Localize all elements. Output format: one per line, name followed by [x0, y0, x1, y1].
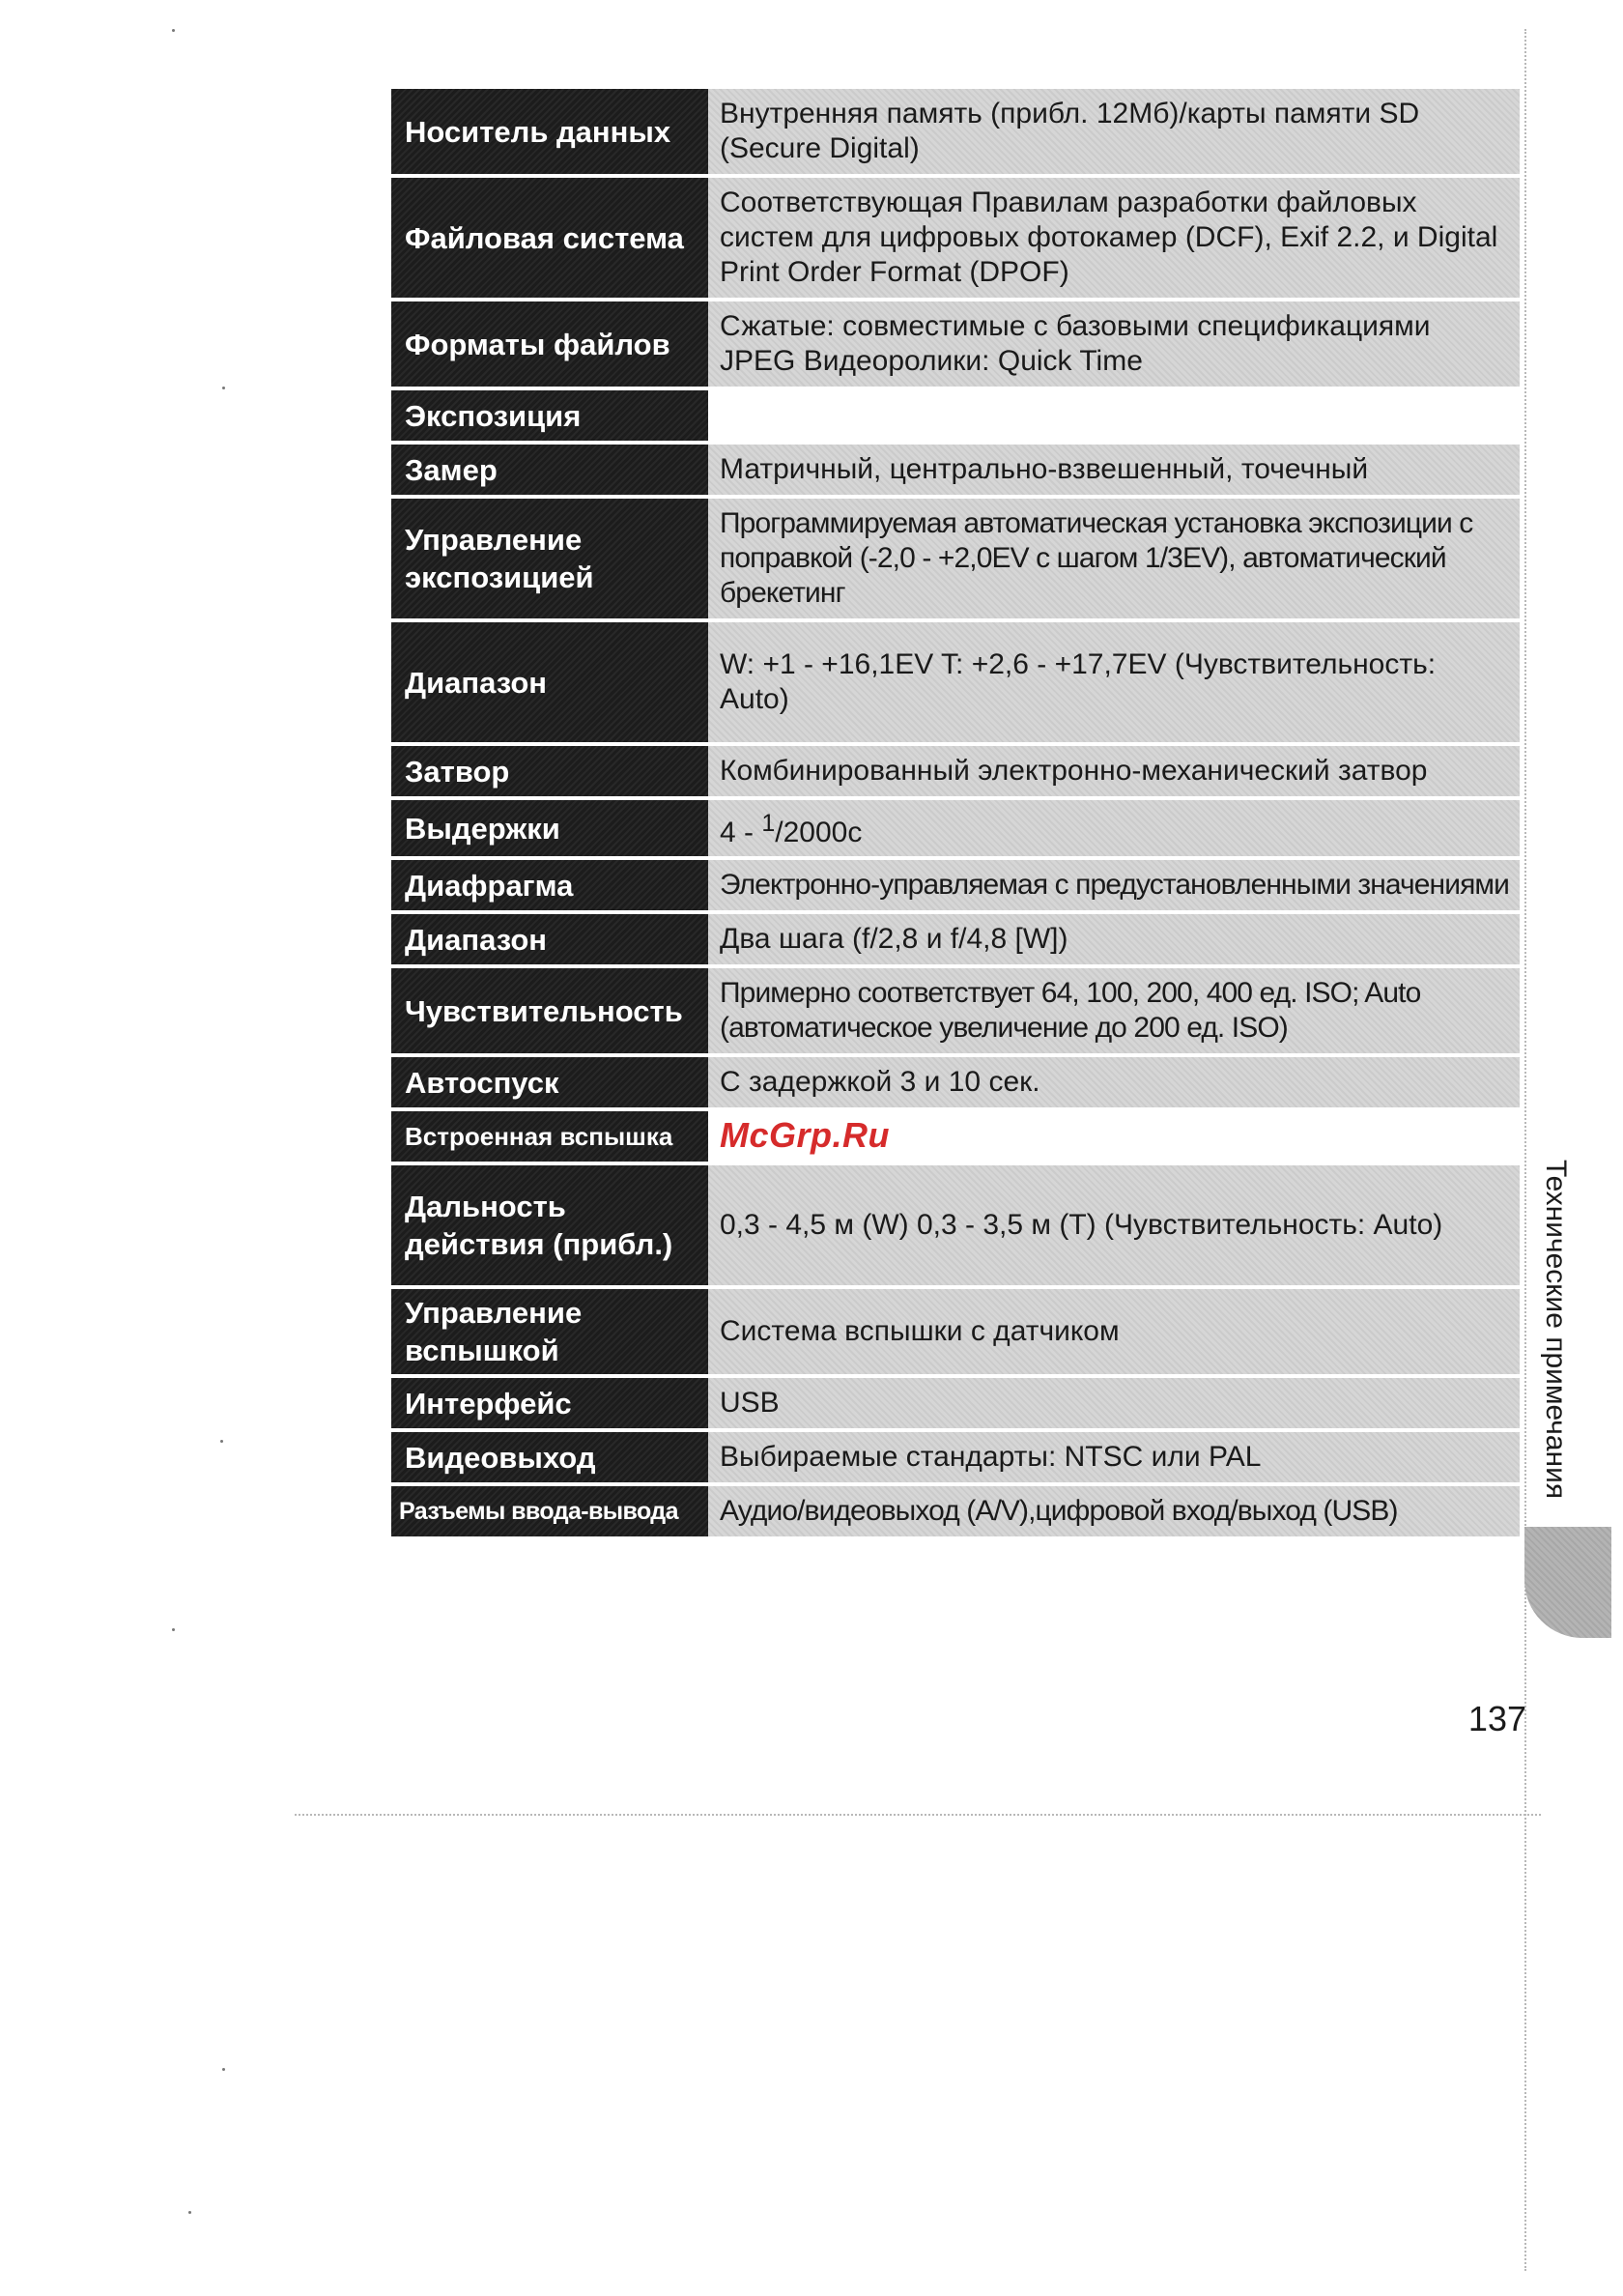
page-edge-right [1524, 29, 1526, 2271]
spec-row-file-formats [391, 301, 1520, 387]
spec-value [708, 800, 1520, 856]
spec-label: Интерфейс [391, 1378, 708, 1428]
spec-row-shutter-speeds [391, 800, 1520, 856]
spec-label: Файловая система [391, 178, 708, 298]
spec-label: Управление вспышкой [391, 1289, 708, 1374]
spec-value: Комбинированный электронно-механический затвор [708, 746, 1520, 796]
spec-value: Выбираемые стандарты: NTSC или PAL [708, 1432, 1520, 1482]
page-number: 137 [1467, 1699, 1526, 1738]
spec-row-file-system [391, 178, 1520, 298]
section-thumb-index [1524, 1527, 1611, 1638]
spec-value: Аудио/видеовыход (A/V),цифровой вход/выход (USB) [708, 1486, 1520, 1536]
spec-row-shutter [391, 746, 1520, 796]
spec-value: Примерно соответствует 64, 100, 200, 400 ед. ISO; Auto (автоматическое увеличение до 200 ед. ISO) [708, 968, 1520, 1053]
spec-row-flash-control [391, 1289, 1520, 1374]
spec-row-exposure-range [391, 622, 1520, 742]
spec-table [391, 85, 1520, 1540]
spec-row-flash-range [391, 1165, 1520, 1285]
spec-label: Замер [391, 445, 708, 495]
spec-label: Диапазон [391, 622, 708, 742]
spec-value-empty [708, 390, 1520, 441]
spec-label: Разъемы ввода-вывода [391, 1486, 708, 1536]
scan-speck [220, 1440, 223, 1443]
spec-label: Видеовыход [391, 1432, 708, 1482]
spec-value: USB [708, 1378, 1520, 1428]
section-tab-label: Технические примечания [1540, 1160, 1572, 1500]
spec-label: Выдержки [391, 800, 708, 856]
spec-value: Программируемая автоматическая установка экспозиции с поправкой (-2,0 - +2,0EV с шагом 1/3EV), автоматический брекетинг [708, 499, 1520, 618]
spec-value: Внутренняя память (прибл. 12Мб)/карты памяти SD (Secure Digital) [708, 89, 1520, 174]
spec-row-io-ports [391, 1486, 1520, 1536]
spec-row-interface [391, 1378, 1520, 1428]
shutter-speed-numerator: 1 [761, 810, 776, 837]
spec-value: Электронно-управляемая с предустановленными значениями [708, 860, 1520, 910]
spec-label: Диапазон [391, 914, 708, 964]
spec-row-aperture [391, 860, 1520, 910]
spec-value: W: +1 - +16,1EV T: +2,6 - +17,7EV (Чувствительность: Auto) [708, 622, 1520, 742]
shutter-speed-denominator: /2000с [775, 817, 863, 848]
spec-label: Управление экспозицией [391, 499, 708, 618]
section-side-tab [1524, 1160, 1582, 1527]
spec-value: 0,3 - 4,5 м (W) 0,3 - 3,5 м (T) (Чувствительность: Auto) [708, 1165, 1520, 1285]
spec-section-heading: Экспозиция [391, 390, 708, 441]
spec-row-exposure-control [391, 499, 1520, 618]
scan-speck [222, 2068, 225, 2071]
spec-row-storage [391, 89, 1520, 174]
page-edge-bottom [295, 1814, 1541, 1816]
spec-label: Диафрагма [391, 860, 708, 910]
spec-label: Дальность действия (прибл.) [391, 1165, 708, 1285]
spec-label: Чувствительность [391, 968, 708, 1053]
spec-row-sensitivity [391, 968, 1520, 1053]
spec-row-self-timer [391, 1057, 1520, 1107]
spec-row-builtin-flash-heading [391, 1111, 1520, 1162]
spec-value: Матричный, центрально-взвешенный, точечный [708, 445, 1520, 495]
spec-row-aperture-range [391, 914, 1520, 964]
spec-value: Соответствующая Правилам разработки файловых систем для цифровых фотокамер (DCF), Exif 2.2, и Digital Print Order Format (DPOF) [708, 178, 1520, 298]
spec-row-metering [391, 445, 1520, 495]
scan-speck [222, 387, 225, 389]
scan-speck [172, 1628, 175, 1631]
spec-label: Затвор [391, 746, 708, 796]
spec-row-exposure-heading [391, 390, 1520, 441]
spec-label: Носитель данных [391, 89, 708, 174]
spec-section-heading: Встроенная вспышка [391, 1111, 708, 1162]
scan-speck [188, 2211, 191, 2214]
spec-value-empty [708, 1111, 1520, 1162]
spec-label: Форматы файлов [391, 301, 708, 387]
spec-value: Система вспышки с датчиком [708, 1289, 1520, 1374]
spec-row-video-out [391, 1432, 1520, 1482]
spec-value: Сжатые: совместимые с базовыми спецификациями JPEG Видеоролики: Quick Time [708, 301, 1520, 387]
spec-value: С задержкой 3 и 10 сек. [708, 1057, 1520, 1107]
scan-speck [172, 29, 175, 32]
spec-value: Два шага (f/2,8 и f/4,8 [W]) [708, 914, 1520, 964]
watermark-text: McGrp.Ru [720, 1114, 891, 1155]
shutter-speed-prefix: 4 - [720, 817, 762, 848]
spec-label: Автоспуск [391, 1057, 708, 1107]
